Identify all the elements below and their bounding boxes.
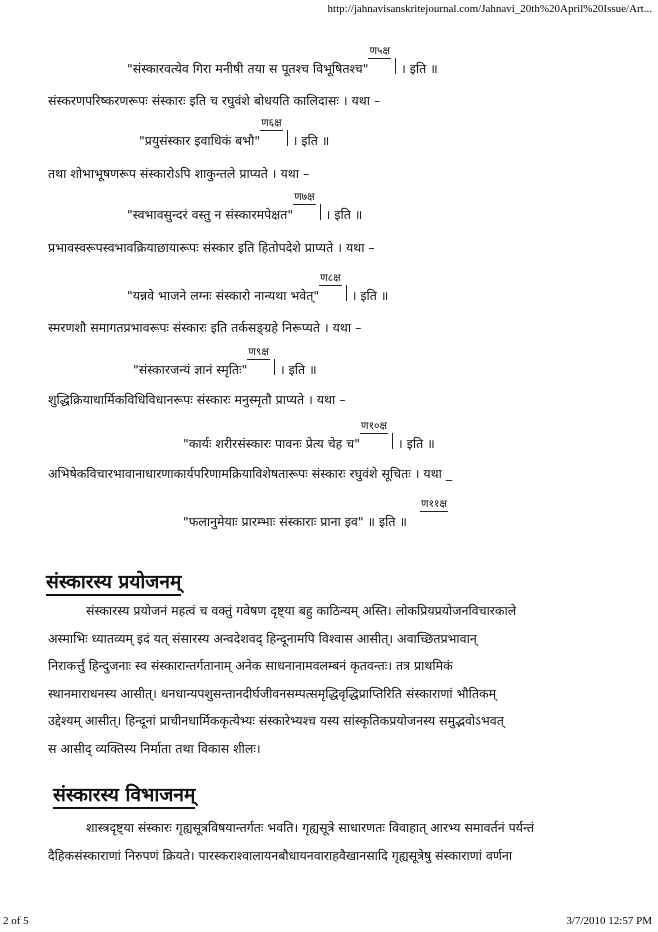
footnote-rule bbox=[274, 359, 275, 375]
footnote-marker: ण६क्ष bbox=[261, 117, 282, 129]
section-paragraph-division bbox=[48, 814, 648, 869]
footnote-marker: ण५क्ष bbox=[369, 45, 391, 57]
quote-line-1 bbox=[127, 45, 438, 77]
paragraph-line: संस्कारस्य प्रयोजनं महत्वं च वक्तुं गवेषण दृष्ट्या बहु काठिन्यम् अस्ति। लोकप्रियप्रयोजनविचारकाले bbox=[86, 603, 517, 618]
paragraph-line: दैहिकसंस्काराणां निरुपणं क्रियते। पारस्कराश्वालायनबौधायनवाराहवैखानसादि गृह्यसूत्रेषु संस्काराणां वर्णना bbox=[48, 847, 513, 863]
quote-text: "प्रयुसंस्कार इवाधिकं बभौ" bbox=[139, 133, 261, 148]
quote-end: । इति ॥ bbox=[279, 362, 317, 377]
paragraph-line: शास्त्रदृष्ट्या संस्कारः गृह्यसूत्रविषयान्तर्गतः भवति। गृह्यसूत्रे साधारणतः विवाहात् आरभ्य समावर्तनं पर्यन्तं bbox=[86, 820, 534, 835]
quote-line-6 bbox=[183, 420, 435, 452]
paragraph-line: स्थानमाराधनस्य आसीत्। धनधान्यपशुसन्तानदीर्घजीवनसम्पत्समृद्धिवृद्धिप्राप्तिरिति संस्काराणां भौतिकम् bbox=[48, 685, 497, 701]
page-number: 2 of 5 bbox=[3, 915, 29, 927]
footnote-marker: ण८क्ष bbox=[320, 272, 341, 284]
footnote-rule bbox=[346, 285, 347, 301]
quote-text: "यन्नवे भाजने लग्नः संस्कारो नान्यथा भवेत्" bbox=[127, 288, 320, 303]
paragraph-line: स आसीद् व्यक्तिस्य निर्माता तथा विकास शीलः। bbox=[48, 740, 261, 756]
quote-end: । इति ॥ bbox=[292, 133, 330, 148]
text-line-6: शुद्धिक्रियाधार्मिकविधिविधानरूपः संस्कारः मनुस्मृतौ प्राप्यते । यथा – bbox=[48, 392, 346, 407]
text-line-4: प्रभावस्वरूपस्वभावक्रियाछायारूपः संस्कार इति हितोपदेशे प्राप्यते । यथा – bbox=[48, 240, 375, 255]
page-url: http://jahnavisanskritejournal.com/Jahnavi_20th%20April%20Issue/Art... bbox=[327, 3, 652, 15]
quote-line-5 bbox=[133, 346, 317, 378]
footnote-rule bbox=[320, 204, 321, 220]
section-heading-purpose: संस्कारस्य प्रयोजनम् bbox=[46, 570, 181, 596]
quote-line-3 bbox=[127, 191, 363, 223]
quote-text: "संस्कारवत्येव गिरा मनीषी तया स पूतश्च विभूषितश्च" bbox=[127, 61, 369, 76]
footnote-marker: ण९क्ष bbox=[248, 346, 269, 358]
print-datetime: 3/7/2010 12:57 PM bbox=[566, 915, 652, 927]
footnote-marker: ण७क्ष bbox=[294, 191, 315, 203]
quote-text: "संस्कारजन्यं ज्ञानं स्मृतिः" bbox=[133, 362, 248, 377]
paragraph-line: अस्माभिः ध्यातव्यम् इदं यत् संसारस्य अन्वदेशवद् हिन्दूनामपि विश्वास आसीत्। अवाच्छितप्रभावान् bbox=[48, 630, 477, 646]
quote-text: "फलानुमेयाः प्रारम्भाः संस्काराः प्राना इव" ॥ इति ॥ bbox=[183, 514, 407, 529]
text-line-3: तथा शोभाभूषणरूप संस्कारोऽपि शाकुन्तले प्राप्यते । यथा – bbox=[48, 166, 310, 181]
quote-text: "कार्यः शरीरसंस्कारः पावनः प्रेत्य चेह च" bbox=[183, 436, 360, 451]
quote-line-4 bbox=[127, 272, 389, 304]
quote-line-7 bbox=[183, 498, 448, 530]
paragraph-line: निराकर्त्तुं हिन्दुजनाः स्व संस्कारान्तर्गतानाम् अनेक साधनानामवलम्बनं कृतवन्तः। तत्र प्राथमिकं bbox=[48, 658, 453, 673]
text-line-2: संस्करणपरिष्करणरूपः संस्कारः इति च रघुवंशे बोधयति कालिदासः । यथा – bbox=[48, 93, 381, 108]
footnote-marker: ण१०क्ष bbox=[360, 420, 388, 432]
quote-end: । इति ॥ bbox=[398, 436, 435, 451]
footnote-marker: ण११क्ष bbox=[421, 498, 448, 510]
section-paragraph-purpose bbox=[48, 597, 648, 762]
footnote-rule bbox=[287, 130, 288, 146]
paragraph-line: उद्देश्यम् आसीत्। हिन्दूनां प्राचीनधार्मिककृत्येभ्यः संस्कारेभ्यश्च यस्य सांस्कृतिकप्रयोजनस्य समुद्भवोऽभवत् bbox=[48, 713, 504, 728]
quote-end: । इति ॥ bbox=[351, 288, 389, 303]
footnote-rule bbox=[392, 433, 393, 449]
text-line-7: अभिषेकविचारभावानाधारणाकार्यपरिणामक्रियाविशेषतारूपः संस्कारः रघुवंशे सूचितः । यथा _ bbox=[48, 466, 453, 481]
footnote-rule bbox=[395, 58, 396, 74]
text-line-5: स्मरणशौ समागतप्रभावरूपः संस्कारः इति तर्कसङ्ग्रहे निरूप्यते । यथा – bbox=[48, 320, 362, 335]
quote-text: "स्वभावसुन्दरं वस्तु न संस्कारमपेक्षत" bbox=[127, 207, 294, 222]
quote-line-2 bbox=[139, 117, 330, 149]
quote-end: । इति ॥ bbox=[325, 207, 363, 222]
section-heading-division: संस्कारस्य विभाजनम् bbox=[53, 783, 195, 809]
quote-end: । इति ॥ bbox=[401, 61, 438, 76]
